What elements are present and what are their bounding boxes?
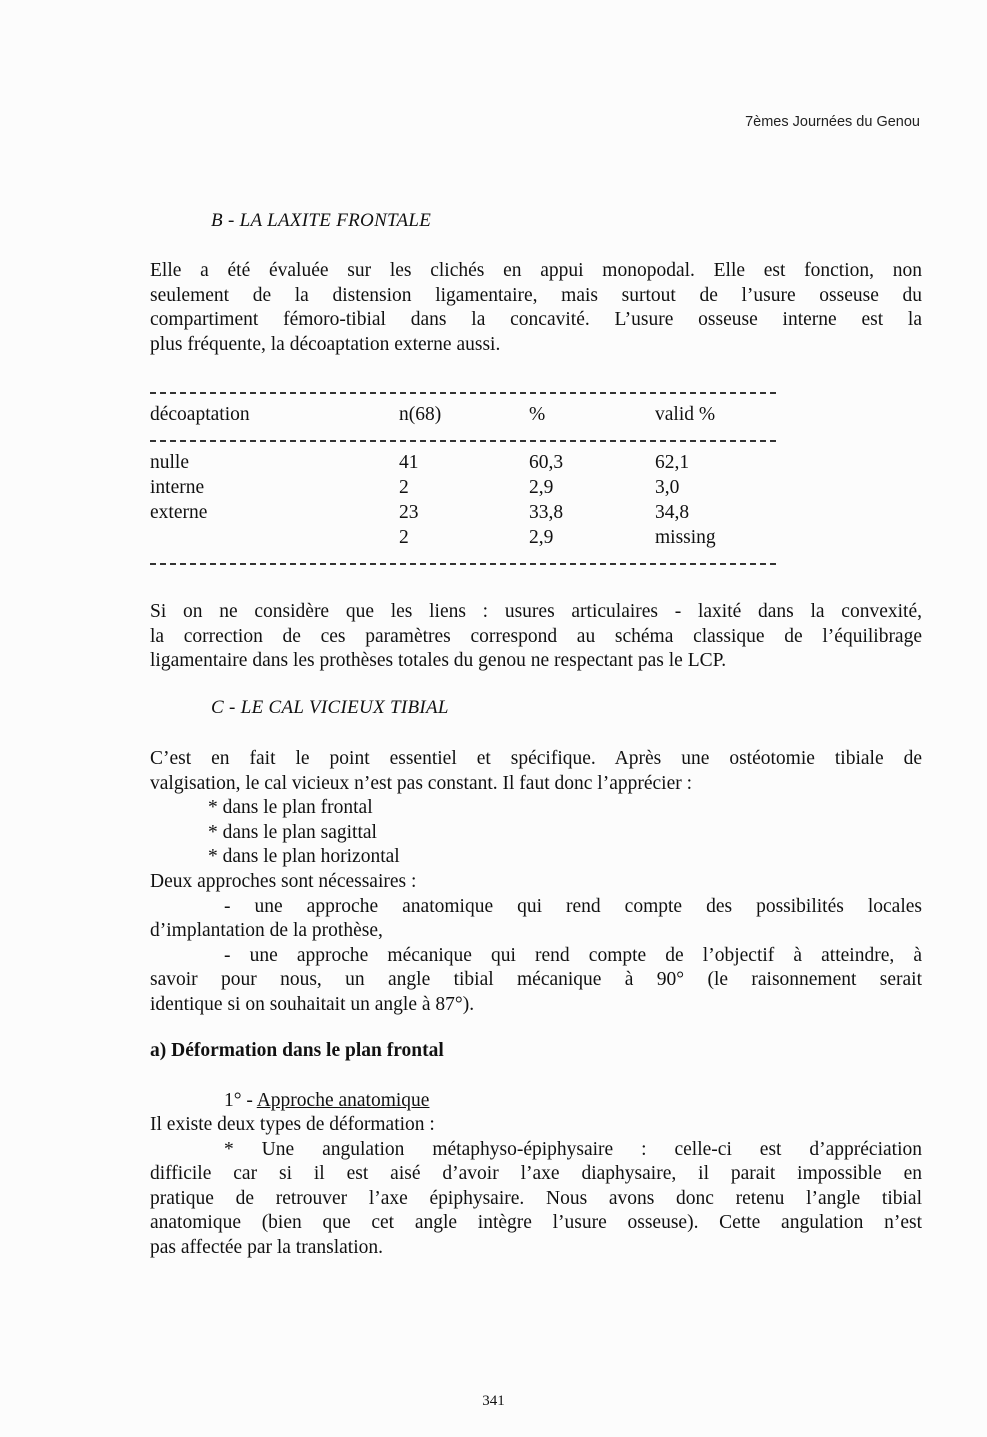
text-line: pas affectée par la translation. <box>150 1236 383 1258</box>
subsection-prefix: 1° - <box>224 1090 257 1111</box>
list-item: * dans le plan sagittal <box>208 821 377 843</box>
table-cell: 60,3 <box>529 452 564 473</box>
text-line: d’implantation de la prothèse, <box>150 920 383 941</box>
table-cell: 2,9 <box>529 477 554 498</box>
section-c-bullets <box>208 796 808 870</box>
table-cell: nulle <box>150 452 189 473</box>
table-cell: 2 <box>399 477 409 498</box>
text-line: Elle a été évaluée sur les clichés en appui monopodal. Elle est fonction, non <box>150 260 922 281</box>
text-line: * Une angulation métaphyso-épiphysaire : celle-ci est d’appréciation <box>224 1138 922 1160</box>
text-line: plus fréquente, la décoaptation externe aussi. <box>150 333 501 355</box>
text-line: anatomique (bien que cet angle intègre l’usure osseuse). Cette angulation n’est <box>150 1212 922 1233</box>
section-c-title: C - LE CAL VICIEUX TIBIAL <box>211 697 449 718</box>
text-line: pratique de retrouver l’axe épiphysaire. Nous avons donc retenu l’angle tibial <box>150 1187 922 1209</box>
table-cell: missing <box>655 527 716 548</box>
table-cell: externe <box>150 502 208 523</box>
table-rule-bottom <box>150 563 776 565</box>
subsection-title: Approche anatomique <box>256 1090 430 1111</box>
section-b-paragraph <box>150 259 922 357</box>
table-cell: 33,8 <box>529 502 564 523</box>
section-b-title: B - LA LAXITE FRONTALE <box>211 210 432 231</box>
table-rule-top <box>150 392 776 394</box>
table-header-percent: % <box>529 404 546 425</box>
table-header-n: n(68) <box>399 404 442 425</box>
text-line: seulement de la distension ligamentaire, mais surtout de l’usure osseuse du <box>150 284 922 306</box>
page-number: 341 <box>482 1393 505 1409</box>
section-c-approaches <box>150 870 922 1017</box>
after-table-paragraph <box>150 600 922 674</box>
text-line: - une approche mécanique qui rend compte de l’objectif à atteindre, à <box>224 944 922 966</box>
table-cell: 41 <box>399 452 419 473</box>
table-rule-mid <box>150 440 776 442</box>
subsection-a-title: a) Déformation dans le plan frontal <box>150 1040 444 1061</box>
table-cell: 2 <box>399 527 409 548</box>
text-line: valgisation, le cal vicieux n’est pas constant. Il faut donc l’apprécier : <box>150 772 693 794</box>
text-line: identique si on souhaitait un angle à 87°). <box>150 993 475 1015</box>
table-header-decoaptation: décoaptation <box>150 404 250 425</box>
text-line: savoir pour nous, un angle tibial mécanique à 90° (le raisonnement serait <box>150 969 922 990</box>
table-cell: 23 <box>399 502 419 523</box>
text-line: difficile car si il est aisé d’avoir l’axe diaphysaire, il parait impossible en <box>150 1163 922 1184</box>
table-cell: 3,0 <box>655 477 680 498</box>
text-line: la correction de ces paramètres correspond au schéma classique de l’équilibrage <box>150 625 922 647</box>
subsection-a-body <box>150 1113 922 1260</box>
subsection-heading <box>224 1089 724 1114</box>
table-header-valid: valid % <box>655 404 716 425</box>
table-cell: 62,1 <box>655 452 690 473</box>
text-line: C’est en fait le point essentiel et spécifique. Après une ostéotomie tibiale de <box>150 748 922 769</box>
text-line: compartiment fémoro-tibial dans la concavité. L’usure osseuse interne est la <box>150 309 922 330</box>
table-cell: 2,9 <box>529 527 554 548</box>
running-header: 7èmes Journées du Genou <box>745 114 920 130</box>
section-c-intro <box>150 747 922 796</box>
text-line: Si on ne considère que les liens : usures articulaires - laxité dans la convexité, <box>150 601 922 622</box>
text-line: - une approche anatomique qui rend compte des possibilités locales <box>224 895 922 917</box>
table-cell: interne <box>150 477 205 498</box>
table-cell: 34,8 <box>655 502 690 523</box>
list-item: * dans le plan frontal <box>208 797 373 818</box>
text-line: Il existe deux types de déformation : <box>150 1114 435 1135</box>
list-item: * dans le plan horizontal <box>208 846 400 867</box>
text-line: Deux approches sont nécessaires : <box>150 871 417 892</box>
text-line: ligamentaire dans les prothèses totales du genou ne respectant pas le LCP. <box>150 650 727 671</box>
